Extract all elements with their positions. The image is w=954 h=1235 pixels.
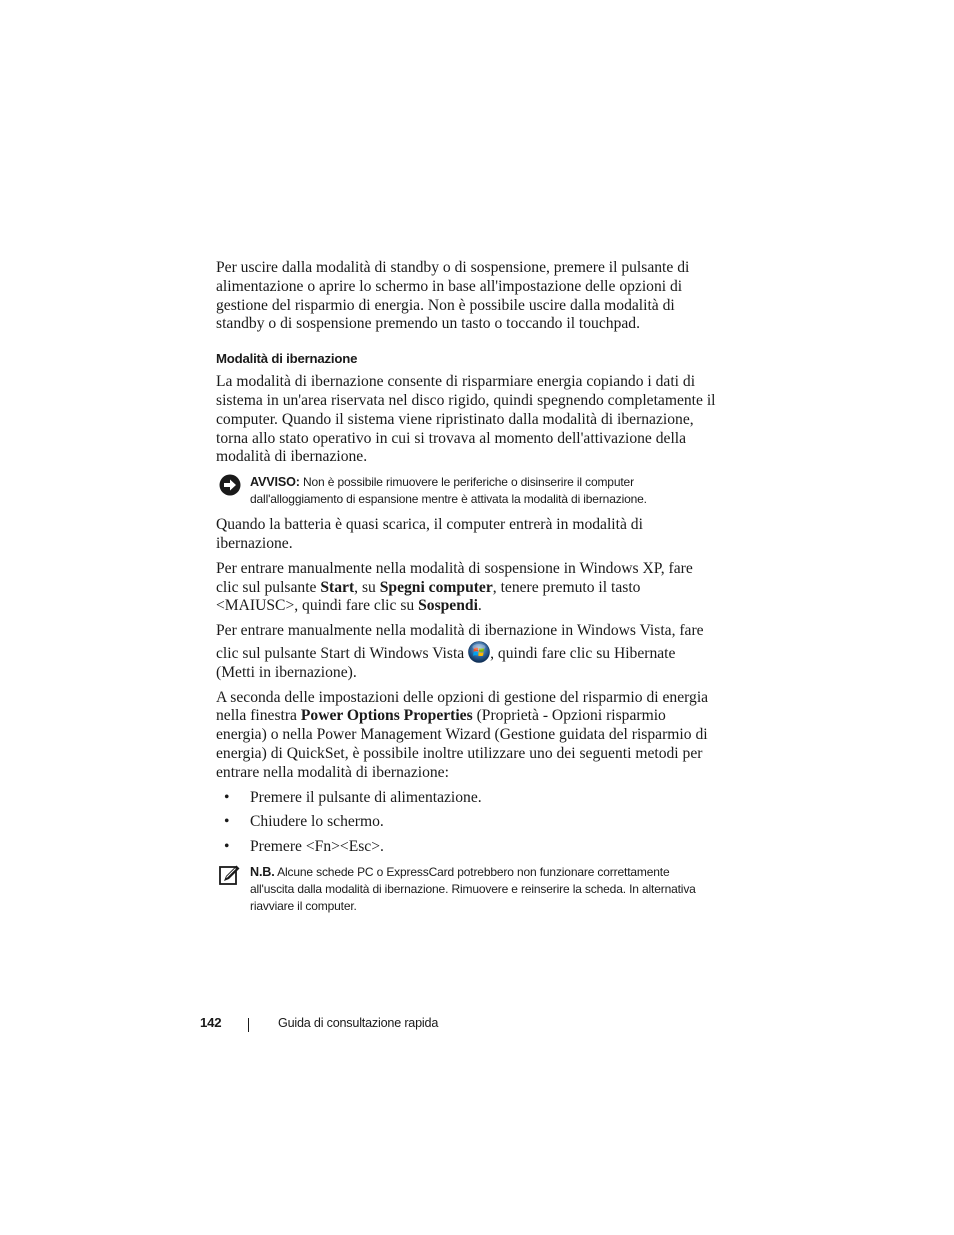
note-text: Alcune schede PC o ExpressCard potrebbero non funzionare correttamente all'uscita dalla modalità di ibernazione. Rimuovere e reinserire la scheda. In alternativa riavviare il computer. bbox=[250, 864, 696, 913]
paragraph-hibernation-methods bbox=[216, 689, 716, 783]
winxp-text-2: , su bbox=[354, 578, 380, 596]
list-item-text: Chiudere lo schermo. bbox=[250, 813, 384, 831]
bullet-marker: • bbox=[224, 838, 230, 856]
winxp-text-1: Per entrare manualmente nella modalità di sospensione in Windows XP, fare clic sul pulsante bbox=[216, 559, 693, 596]
section-heading-hibernation: Modalità di ibernazione bbox=[216, 351, 358, 367]
list-item bbox=[216, 838, 716, 857]
page-content bbox=[216, 259, 716, 923]
hibernation-methods-list bbox=[216, 789, 716, 857]
list-item bbox=[216, 789, 716, 808]
list-item bbox=[216, 813, 716, 832]
paragraph-vista-hibernate bbox=[216, 622, 716, 682]
notice-callout bbox=[216, 474, 716, 508]
page-number: 142 bbox=[200, 1015, 222, 1030]
notice-label: AVVISO: bbox=[250, 475, 300, 490]
notice-text: Non è possibile rimuovere le periferiche o disinserire il computer dall'alloggiamento di espansione mentre è attivata la modalità di ibernazione. bbox=[250, 475, 647, 507]
windows-vista-start-icon bbox=[468, 641, 490, 663]
note-label: N.B. bbox=[250, 864, 275, 879]
note-callout bbox=[216, 864, 716, 915]
winxp-text-3: , tenere premuto il tasto <MAIUSC>, quindi fare clic su bbox=[216, 578, 641, 615]
standby-term: Sospendi bbox=[418, 597, 478, 615]
pencil-note-icon bbox=[219, 864, 241, 886]
list-item-text: Premere <Fn><Esc>. bbox=[250, 838, 384, 856]
guide-title: Guida di consultazione rapida bbox=[278, 1016, 439, 1030]
vista-text-2: , quindi fare clic su Hibernate (Metti in ibernazione). bbox=[216, 644, 676, 681]
vista-text-1: Per entrare manualmente nella modalità di ibernazione in Windows Vista, fare clic sul pulsante Start di Windows Vista bbox=[216, 622, 704, 662]
footer-divider bbox=[248, 1018, 249, 1032]
start-term: Start bbox=[320, 578, 355, 596]
shutdown-term: Spegni computer bbox=[379, 578, 493, 596]
methods-text-2: (Proprietà - Opzioni risparmio energia) o nella Power Management Wizard (Gestione guidata del risparmio di energia) di QuickSet, è possibile inoltre utilizzare uno dei seguenti metodi per entrare nella modalità di ibernazione: bbox=[216, 707, 708, 781]
methods-text-1: A seconda delle impostazioni delle opzioni di gestione del risparmio di energia nella finestra bbox=[216, 688, 709, 725]
power-options-term: Power Options Properties bbox=[300, 707, 473, 725]
paragraph-low-battery: Quando la batteria è quasi scarica, il computer entrerà in modalità di ibernazione. bbox=[216, 516, 643, 552]
winxp-text-4: . bbox=[477, 597, 482, 615]
paragraph-standby-exit: Per uscire dalla modalità di standby o di sospensione, premere il pulsante di alimentazione o aprire lo schermo in base all'impostazione delle opzioni di gestione del risparmio di energia. Non è possibile uscire dalla modalità di standby o di sospensione premendo un tasto o toccando il touchpad. bbox=[216, 259, 690, 333]
paragraph-hibernation-intro: La modalità di ibernazione consente di risparmiare energia copiando i dati di sistema in un'area riservata nel disco rigido, quindi spegnendo completamente il computer. Quando il sistema viene ripristinato dalla modalità di ibernazione, torna allo stato operativo in cui si trovava al momento dell'attivazione della modalità di ibernazione. bbox=[216, 373, 716, 466]
arrow-right-circle-icon bbox=[219, 474, 241, 496]
list-item-text: Premere il pulsante di alimentazione. bbox=[250, 788, 482, 806]
paragraph-winxp-standby bbox=[216, 560, 716, 616]
bullet-marker: • bbox=[224, 813, 230, 831]
bullet-marker: • bbox=[224, 788, 230, 806]
